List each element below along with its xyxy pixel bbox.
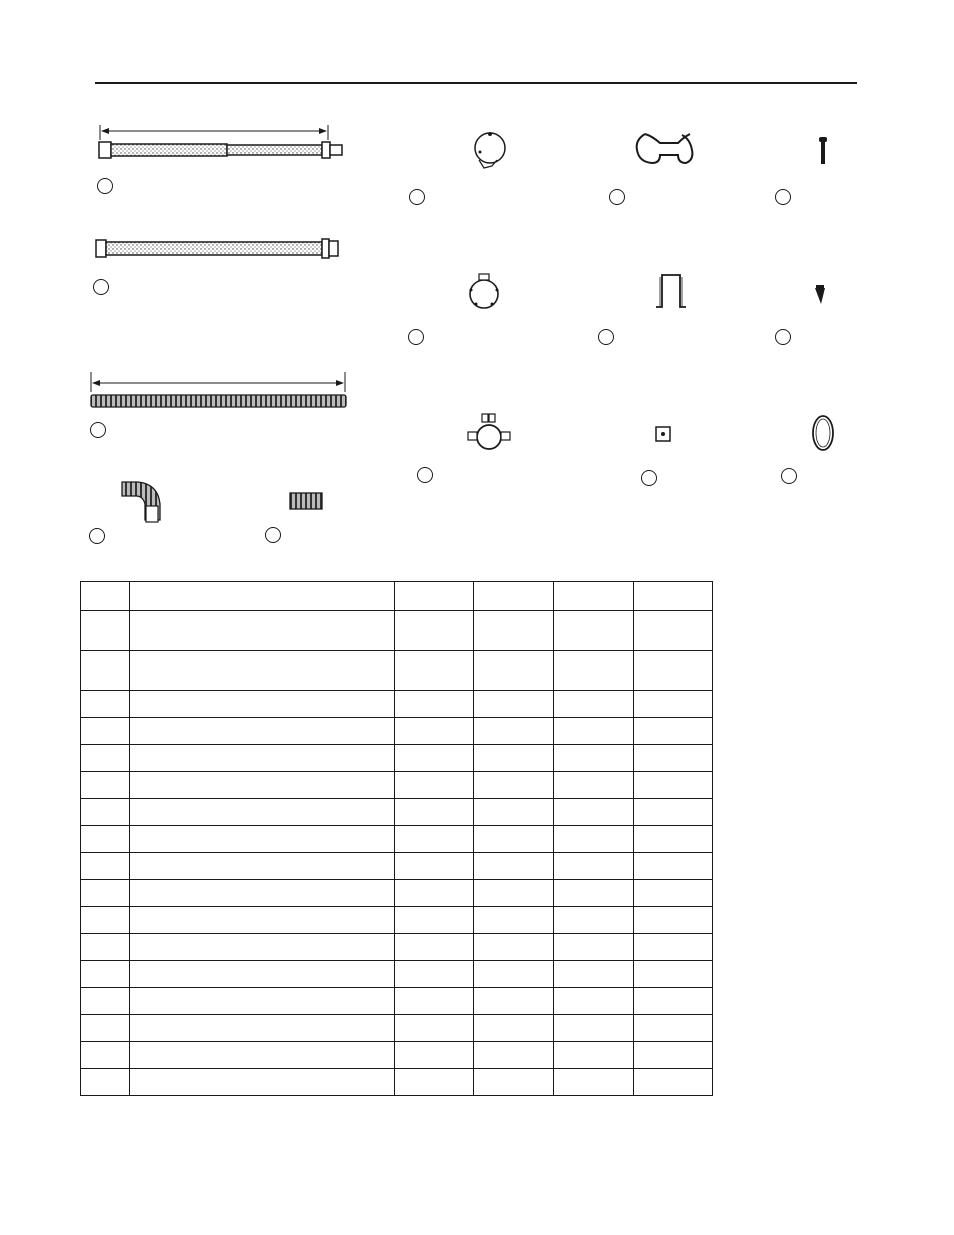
callout-part-13 <box>641 470 657 486</box>
table-cell <box>395 934 474 961</box>
callout-part-1 <box>97 178 113 194</box>
wall-band-icon <box>475 132 505 168</box>
table-cell <box>395 799 474 826</box>
table-cell <box>474 651 554 691</box>
table-cell <box>130 611 395 651</box>
table-cell <box>81 1042 130 1069</box>
table-cell <box>81 907 130 934</box>
table-cell <box>554 772 634 799</box>
table-cell <box>634 772 713 799</box>
table-cell <box>395 1015 474 1042</box>
callout-part-9 <box>408 329 424 345</box>
table-cell <box>81 880 130 907</box>
table-cell <box>554 880 634 907</box>
header-col-5 <box>554 582 634 611</box>
pipe-long-icon <box>99 125 342 158</box>
table-cell <box>81 799 130 826</box>
table-cell <box>474 772 554 799</box>
table-cell <box>130 907 395 934</box>
table-cell <box>554 826 634 853</box>
header-description <box>130 582 395 611</box>
pipe-icon <box>96 239 338 258</box>
table-cell <box>130 772 395 799</box>
table-cell <box>554 934 634 961</box>
table-cell <box>130 745 395 772</box>
table-row <box>81 772 713 799</box>
spacer-icon <box>656 427 670 441</box>
table-cell <box>395 1042 474 1069</box>
table-cell <box>554 651 634 691</box>
table-cell <box>634 611 713 651</box>
wood-screw-icon <box>815 285 825 304</box>
table-cell <box>130 691 395 718</box>
table-cell <box>474 907 554 934</box>
table-cell <box>395 961 474 988</box>
coupler-icon <box>290 493 322 509</box>
table-cell <box>81 1069 130 1096</box>
callout-part-6 <box>409 189 425 205</box>
table-cell <box>81 772 130 799</box>
table-cell <box>130 826 395 853</box>
table-cell <box>554 1069 634 1096</box>
table-cell <box>554 988 634 1015</box>
table-row <box>81 1015 713 1042</box>
table-cell <box>474 1042 554 1069</box>
table-cell <box>474 611 554 651</box>
table-cell <box>554 853 634 880</box>
table-cell <box>634 1069 713 1096</box>
table-cell <box>634 826 713 853</box>
table-cell <box>395 772 474 799</box>
table-row <box>81 988 713 1015</box>
pipe-band-icon <box>470 274 499 308</box>
table-cell <box>634 961 713 988</box>
table-cell <box>474 691 554 718</box>
table-cell <box>474 745 554 772</box>
table-cell <box>474 826 554 853</box>
table-cell <box>554 718 634 745</box>
clamp-icon <box>468 414 510 449</box>
table-row <box>81 691 713 718</box>
table-cell <box>474 853 554 880</box>
table-row <box>81 853 713 880</box>
callout-part-14 <box>781 468 797 484</box>
table-cell <box>474 934 554 961</box>
table-cell <box>554 907 634 934</box>
table-cell <box>554 691 634 718</box>
table-cell <box>130 880 395 907</box>
parts-table <box>80 581 713 1096</box>
table-cell <box>130 718 395 745</box>
table-cell <box>395 907 474 934</box>
table-row <box>81 718 713 745</box>
table-cell <box>634 1042 713 1069</box>
table-cell <box>81 1015 130 1042</box>
callout-part-11 <box>775 329 791 345</box>
table-cell <box>130 988 395 1015</box>
callout-part-3 <box>90 422 106 438</box>
table-cell <box>130 799 395 826</box>
table-cell <box>474 988 554 1015</box>
table-row <box>81 611 713 651</box>
table-cell <box>634 853 713 880</box>
table-cell <box>634 718 713 745</box>
table-cell <box>130 1069 395 1096</box>
callout-part-7 <box>609 189 625 205</box>
table-cell <box>130 1042 395 1069</box>
table-cell <box>474 718 554 745</box>
table-cell <box>634 799 713 826</box>
table-cell <box>81 651 130 691</box>
header-col-4 <box>474 582 554 611</box>
parts-illustration <box>0 0 954 560</box>
table-row <box>81 651 713 691</box>
table-cell <box>554 799 634 826</box>
callout-part-8 <box>775 189 791 205</box>
table-row <box>81 1042 713 1069</box>
table-cell <box>634 907 713 934</box>
header-col-6 <box>634 582 713 611</box>
table-cell <box>81 826 130 853</box>
table-cell <box>81 988 130 1015</box>
table-row <box>81 826 713 853</box>
table-cell <box>130 934 395 961</box>
header-col-3 <box>395 582 474 611</box>
table-cell <box>634 1015 713 1042</box>
table-cell <box>634 880 713 907</box>
table-cell <box>634 651 713 691</box>
table-cell <box>554 745 634 772</box>
table-cell <box>81 745 130 772</box>
table-row <box>81 880 713 907</box>
table-row <box>81 1069 713 1096</box>
elbow-icon <box>122 482 160 522</box>
table-row <box>81 961 713 988</box>
table-cell <box>474 1015 554 1042</box>
table-cell <box>395 1069 474 1096</box>
table-cell <box>474 961 554 988</box>
callout-part-2 <box>93 279 109 295</box>
callout-part-4 <box>89 528 105 544</box>
callout-part-5 <box>265 527 281 543</box>
table-cell <box>395 611 474 651</box>
table-cell <box>395 880 474 907</box>
table-cell <box>130 651 395 691</box>
table-cell <box>554 1042 634 1069</box>
table-cell <box>395 718 474 745</box>
table-cell <box>395 826 474 853</box>
screw-icon <box>819 137 827 164</box>
table-cell <box>395 988 474 1015</box>
table-cell <box>554 961 634 988</box>
table-cell <box>130 1015 395 1042</box>
table-cell <box>81 934 130 961</box>
flex-hose-icon <box>91 372 346 407</box>
table-cell <box>81 718 130 745</box>
callout-part-12 <box>417 467 433 483</box>
table-cell <box>81 611 130 651</box>
table-cell <box>634 745 713 772</box>
callout-part-10 <box>598 329 614 345</box>
table-cell <box>81 853 130 880</box>
pipe-clip-icon <box>637 134 693 163</box>
table-cell <box>395 853 474 880</box>
table-row <box>81 745 713 772</box>
table-cell <box>474 799 554 826</box>
table-cell <box>81 691 130 718</box>
table-cell <box>395 745 474 772</box>
table-cell <box>130 961 395 988</box>
table-cell <box>554 1015 634 1042</box>
table-header-row <box>81 582 713 611</box>
table-cell <box>130 853 395 880</box>
table-row <box>81 799 713 826</box>
table-cell <box>474 1069 554 1096</box>
table-row <box>81 907 713 934</box>
table-row <box>81 934 713 961</box>
table-cell <box>81 961 130 988</box>
ring-icon <box>813 416 833 450</box>
table-cell <box>395 651 474 691</box>
table-cell <box>634 934 713 961</box>
table-cell <box>634 988 713 1015</box>
table-cell <box>474 880 554 907</box>
table-cell <box>554 611 634 651</box>
header-no <box>81 582 130 611</box>
table-cell <box>395 691 474 718</box>
bracket-icon <box>656 275 686 307</box>
table-cell <box>634 691 713 718</box>
